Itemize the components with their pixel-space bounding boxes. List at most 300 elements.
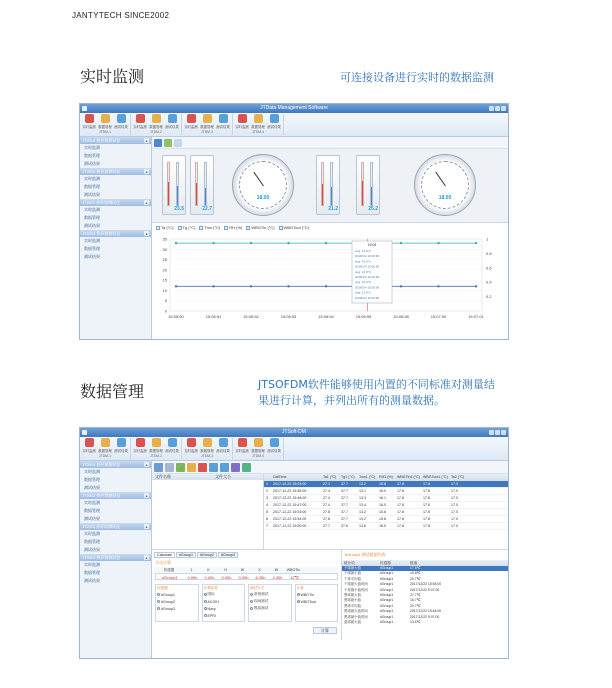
ribbon-group-label: JTDM-1 <box>98 454 112 458</box>
chart-icon[interactable] <box>209 463 218 472</box>
sidebar-item[interactable]: 数据管理 <box>84 246 100 251</box>
option-item[interactable] <box>157 591 197 598</box>
sidebar-item[interactable]: 实时监测 <box>84 207 100 212</box>
x-tick-label: 15:06:58 <box>393 314 409 319</box>
stats-cell: 干球最小值 <box>344 571 361 576</box>
legend-item[interactable] <box>156 225 174 230</box>
ribbon-button[interactable] <box>149 438 163 453</box>
export-icon[interactable] <box>220 463 229 472</box>
sidebar-group-title: JT2011 热环境测试仪 <box>82 524 121 529</box>
section2-description <box>258 377 518 409</box>
chevron-up-icon[interactable]: ▴ <box>145 493 148 498</box>
stats-cell: 15.8℃ <box>410 571 421 576</box>
ribbon-button[interactable] <box>149 114 163 129</box>
minimize-icon[interactable] <box>489 106 494 111</box>
legend-item[interactable] <box>279 225 309 230</box>
series-point <box>400 242 402 244</box>
data-icon <box>254 114 263 123</box>
result-icon <box>270 438 279 447</box>
ribbon-button-label: 实时监测 <box>235 125 249 129</box>
monitor-icon <box>136 438 145 447</box>
legend-item[interactable] <box>178 225 196 230</box>
ribbon-group-label: JTDM-2 <box>149 130 163 134</box>
monitor-titlebar <box>80 104 508 113</box>
refresh-icon[interactable] <box>174 139 182 147</box>
sidebar-item[interactable]: 实时监测 <box>84 562 100 567</box>
table-header-cell[interactable]: Ta2 (°C) <box>451 475 465 479</box>
dial-gauge <box>232 154 294 216</box>
option-item[interactable] <box>297 591 337 598</box>
data-icon <box>203 438 212 447</box>
monitor-toolbar <box>152 137 508 149</box>
ribbon-button[interactable] <box>165 438 179 453</box>
result-icon <box>168 114 177 123</box>
option-label: #Group2 <box>161 599 175 604</box>
ribbon-button[interactable] <box>200 438 214 453</box>
table-cell: 3 <box>266 496 268 500</box>
stats-cell: #Group1 <box>380 582 394 587</box>
ribbon-buttons <box>235 438 281 453</box>
chevron-up-icon[interactable]: ▴ <box>145 200 148 205</box>
x-tick-label: 15:06:55 <box>355 314 372 319</box>
ribbon-button-label: 测试结果 <box>216 125 230 129</box>
dial-value: 18.00 <box>256 195 270 201</box>
option-label: #Group3 <box>161 606 175 611</box>
file-list <box>152 474 264 549</box>
stats-cell: 17.8℃ <box>410 566 421 570</box>
monitor-icon <box>187 438 196 447</box>
legend-label: Tg (°C) <box>182 225 196 230</box>
table-cell: 17.0 <box>451 496 458 500</box>
stats-row[interactable] <box>342 620 508 625</box>
sidebar-group-header[interactable] <box>80 554 151 561</box>
data-main <box>152 461 508 659</box>
table-cell: 17.8 <box>423 517 430 521</box>
stats-cell: 2017/12/22 9:07:00 <box>410 614 440 619</box>
stats-cell: #Group1 <box>380 587 394 592</box>
ribbon-button[interactable] <box>133 438 147 453</box>
minimize-icon[interactable] <box>489 430 494 435</box>
monitor-icon <box>136 114 145 123</box>
sidebar-item[interactable]: 测试结果 <box>84 161 100 166</box>
table-cell: 27.8 <box>323 510 330 514</box>
checkbox-icon[interactable] <box>246 226 250 230</box>
ribbon-button[interactable] <box>235 114 249 129</box>
ribbon-button[interactable] <box>251 114 265 129</box>
option-box <box>248 584 292 622</box>
table-row[interactable] <box>264 502 508 509</box>
option-item[interactable] <box>204 612 244 619</box>
checkbox-icon[interactable] <box>156 226 160 230</box>
result-header-cell: 1 <box>190 568 193 572</box>
folder-icon[interactable] <box>187 463 196 472</box>
sidebar-item[interactable]: 数据管理 <box>84 215 100 220</box>
radio-icon[interactable] <box>250 607 253 610</box>
stats-header-cell[interactable]: 传感器 <box>380 561 391 565</box>
option-box <box>295 584 339 622</box>
ribbon-button[interactable] <box>114 438 128 453</box>
stats-cell: 干球平均值 <box>344 576 361 581</box>
sidebar-group-header[interactable] <box>80 523 151 530</box>
radio-icon[interactable] <box>157 607 160 610</box>
sidebar-item[interactable]: 实时监测 <box>84 469 100 474</box>
tooltip-entry: Avg: 12.9°C <box>355 249 371 253</box>
ribbon-button[interactable] <box>184 438 198 453</box>
ribbon-button[interactable] <box>267 438 281 453</box>
calc-tab[interactable]: #Group1 <box>176 552 196 558</box>
option-item[interactable] <box>204 591 244 598</box>
table-row[interactable] <box>264 481 508 488</box>
ribbon-buttons <box>82 114 128 129</box>
calculate-button[interactable]: 计算 <box>313 627 337 634</box>
series-point <box>212 242 214 244</box>
sidebar-item[interactable]: 实时监测 <box>84 176 100 181</box>
sidebar-item[interactable]: 测试结果 <box>84 254 100 259</box>
ribbon-group <box>184 438 233 459</box>
ribbon-buttons <box>184 438 230 453</box>
ribbon-button[interactable] <box>200 114 214 129</box>
table-cell: 5 <box>266 510 268 514</box>
sidebar-item[interactable]: 测试结果 <box>84 192 100 197</box>
table-header-cell[interactable] <box>264 474 271 481</box>
sidebar-item[interactable]: 数据管理 <box>84 508 100 513</box>
sidebar-item[interactable]: 数据管理 <box>84 570 100 575</box>
series-point <box>475 242 477 244</box>
y-tick-label: 10 <box>162 287 167 293</box>
table-header-cell[interactable]: DatTime <box>273 475 287 479</box>
sidebar-item[interactable]: 测试结果 <box>84 485 100 490</box>
ribbon-button-label: 数据管理 <box>98 125 112 129</box>
radio-icon[interactable] <box>204 607 207 610</box>
y-tick-label: 0 <box>164 308 167 314</box>
table-cell: 17.8 <box>423 503 430 507</box>
chevron-up-icon[interactable]: ▴ <box>145 169 148 174</box>
monitor-icon <box>238 114 247 123</box>
table-cell: 27.4 <box>323 503 330 507</box>
option-item[interactable] <box>250 591 290 598</box>
ribbon-button-label: 测试结果 <box>267 449 281 453</box>
settings-icon[interactable] <box>154 139 162 147</box>
ribbon-button[interactable] <box>251 438 265 453</box>
radio-icon[interactable] <box>297 593 300 596</box>
open-icon[interactable] <box>154 463 163 472</box>
table-row[interactable] <box>264 516 508 523</box>
stats-cell: #Group1 <box>380 598 394 603</box>
x-tick-label: 15:06:52 <box>243 314 259 319</box>
stats-cell: 13.6℃ <box>410 619 421 624</box>
radio-icon[interactable] <box>204 593 207 596</box>
radio-icon[interactable] <box>297 600 300 603</box>
monitor-ribbon <box>80 113 508 137</box>
option-item[interactable] <box>157 598 197 605</box>
ribbon-button[interactable] <box>114 114 128 129</box>
ribbon-group <box>184 114 233 135</box>
table-cell: 37.7 <box>341 517 348 521</box>
stats-cell: 干球最小值时间 <box>344 587 368 592</box>
ribbon-button-label: 数据管理 <box>251 449 265 453</box>
table-cell: 17.8 <box>423 524 430 528</box>
ribbon-buttons <box>82 438 128 453</box>
checkbox-icon[interactable] <box>178 226 182 230</box>
sidebar-item[interactable]: 数据管理 <box>84 184 100 189</box>
ribbon-button[interactable] <box>216 438 230 453</box>
result-icon <box>219 438 228 447</box>
result-icon <box>117 438 126 447</box>
report-icon[interactable] <box>242 463 251 472</box>
ribbon-button-label: 测试结果 <box>114 449 128 453</box>
table-header-cell[interactable]: RH1 (%) <box>379 475 393 479</box>
radio-icon[interactable] <box>204 614 207 617</box>
sidebar-group-title: JT2014 热环境测试仪 <box>82 462 121 467</box>
ribbon-button[interactable] <box>184 114 198 129</box>
close-icon[interactable] <box>501 430 506 435</box>
result-cell: 0.00h <box>221 575 232 580</box>
option-box <box>202 584 246 622</box>
sidebar-item[interactable]: 实时监测 <box>84 531 100 536</box>
tooltip-entry: Avg: 12.9°C <box>355 269 371 274</box>
monitor-icon <box>85 114 94 123</box>
ribbon-button-label: 数据管理 <box>98 449 112 453</box>
table-cell: 37.7 <box>341 482 348 486</box>
legend-item[interactable] <box>224 225 242 230</box>
print-icon[interactable] <box>231 463 240 472</box>
table-cell: 13.4 <box>359 503 366 507</box>
option-item[interactable] <box>157 605 197 612</box>
tooltip-entry: Avg: 31.3°C <box>355 280 371 285</box>
ribbon-button[interactable] <box>98 114 112 129</box>
sidebar-group-title: JT2012 热环境测试仪 <box>82 169 121 174</box>
chevron-up-icon[interactable]: ▴ <box>145 231 148 236</box>
legend-label: Tnw (°C) <box>204 225 221 230</box>
series-point <box>287 285 289 287</box>
stats-header-cell[interactable]: 数值 <box>410 561 418 565</box>
sidebar-item[interactable]: 数据管理 <box>84 477 100 482</box>
thermometer-gauge <box>356 155 380 215</box>
ribbon-button[interactable] <box>82 438 96 453</box>
sidebar-group-header[interactable] <box>80 168 151 175</box>
radio-icon[interactable] <box>250 593 253 596</box>
tooltip-entry: 2018/1/4 10:00:00 <box>355 264 380 269</box>
calculation-panel <box>152 550 342 640</box>
sidebar-item[interactable]: 实时监测 <box>84 238 100 243</box>
connect-icon[interactable] <box>164 139 172 147</box>
ribbon-buttons <box>184 114 230 129</box>
sidebar-item[interactable]: 数据管理 <box>84 539 100 544</box>
radio-icon[interactable] <box>157 593 160 596</box>
thermometer-value: 21.2 <box>328 206 338 212</box>
table-cell: 15.8 <box>379 510 386 514</box>
monitor-icon <box>238 438 247 447</box>
legend-label: WBGTout (°C) <box>283 225 309 230</box>
option-label: EPRI <box>207 613 216 618</box>
ribbon-button[interactable] <box>235 438 249 453</box>
ribbon-button-label: 实时监测 <box>82 125 96 129</box>
ribbon-group <box>82 438 131 459</box>
ribbon-button[interactable] <box>165 114 179 129</box>
ribbon-button-label: 数据管理 <box>200 125 214 129</box>
option-box-header: 传感器 <box>157 586 168 590</box>
sidebar-item[interactable]: 实时监测 <box>84 500 100 505</box>
thermometer-value: 23.5 <box>174 206 184 212</box>
table-cell: 37.7 <box>341 496 348 500</box>
monitor-main <box>152 137 508 340</box>
legend-label: WBGTin (°C) <box>251 225 275 230</box>
table-cell: 17.8 <box>397 503 404 507</box>
sidebar-group-header[interactable] <box>80 230 151 237</box>
option-item[interactable] <box>204 598 244 605</box>
stats-cell: 20.7℃ <box>410 603 421 608</box>
ribbon-button-label: 测试结果 <box>165 449 179 453</box>
ribbon-buttons <box>133 114 179 129</box>
table-row[interactable] <box>264 509 508 516</box>
close-icon[interactable] <box>501 106 506 111</box>
chevron-up-icon[interactable]: ▴ <box>145 462 148 467</box>
sidebar-group-header[interactable] <box>80 137 151 144</box>
sidebar-group-header[interactable] <box>80 461 151 468</box>
y2-tick-label: 1 <box>486 236 489 242</box>
ribbon-button[interactable] <box>133 114 147 129</box>
brand-text: JANTYTECH SINCE2002 <box>72 11 170 20</box>
ribbon-button-label: 实时监测 <box>184 449 198 453</box>
sidebar-group-title: JT2014 热环境测试仪 <box>82 231 121 236</box>
chevron-up-icon[interactable]: ▴ <box>145 555 148 560</box>
stats-cell: #Group1 <box>380 576 394 581</box>
radio-icon[interactable] <box>157 600 160 603</box>
ribbon-group-label: JTDM-3 <box>200 130 214 134</box>
option-item[interactable] <box>250 598 290 605</box>
sidebar-item[interactable]: 实时监测 <box>84 145 100 150</box>
sidebar-group-title: JT2014 热环境测试仪 <box>82 138 121 143</box>
ribbon-group-label: JTDM-2 <box>149 454 163 458</box>
table-cell: 4 <box>266 503 268 507</box>
data-icon <box>152 114 161 123</box>
maximize-icon[interactable] <box>495 106 500 111</box>
checkbox-icon[interactable] <box>279 226 283 230</box>
result-cell: 0.00h <box>238 575 249 580</box>
result-header-cell: 传感器 <box>163 568 175 572</box>
ribbon-buttons <box>133 438 179 453</box>
sidebar-item[interactable]: 测试结果 <box>84 223 100 228</box>
series-point <box>437 285 439 287</box>
checkbox-icon[interactable] <box>199 226 203 230</box>
table-header-cell[interactable]: WBGTin1 (°C) <box>397 475 420 479</box>
stats-cell: 干球最大值时间 <box>344 582 368 587</box>
section2-description-line2: 果进行计算，并列出所有的测量数据。 <box>258 394 445 407</box>
result-icon <box>270 114 279 123</box>
table-cell: 37.7 <box>341 489 348 493</box>
sidebar-group-header[interactable] <box>80 199 151 206</box>
result-header-cell: K <box>207 568 210 572</box>
sidebar-item[interactable]: 测试结果 <box>84 578 100 583</box>
data-icon <box>101 438 110 447</box>
sidebar-item[interactable]: 数据管理 <box>84 153 100 158</box>
series-point <box>325 285 327 287</box>
ribbon-group <box>133 114 182 135</box>
stats-header-cell[interactable]: 统计项 <box>344 561 355 565</box>
ribbon-button-label: 实时监测 <box>133 449 147 453</box>
ribbon-button[interactable] <box>267 114 281 129</box>
ribbon-group-label: JTDM-4 <box>251 130 265 134</box>
table-header-cell[interactable]: Tg1 (°C) <box>341 475 355 479</box>
ribbon-button[interactable] <box>98 438 112 453</box>
monitor-icon <box>187 114 196 123</box>
legend-item[interactable] <box>199 225 220 230</box>
save-icon[interactable] <box>165 463 174 472</box>
option-item[interactable] <box>250 605 290 612</box>
table-cell: 13.2 <box>359 517 366 521</box>
option-item[interactable] <box>204 605 244 612</box>
ribbon-button-label: 测试结果 <box>216 449 230 453</box>
sidebar-item[interactable]: 测试结果 <box>84 547 100 552</box>
plot-area <box>170 239 482 311</box>
table-cell: 17.8 <box>397 524 404 528</box>
table-header-row <box>264 474 508 481</box>
table-header-cell[interactable]: Tnw1 (°C) <box>359 475 376 479</box>
stats-cell: 黑球平均值 <box>344 603 361 608</box>
result-cell: 4.30h <box>272 575 283 580</box>
monitor-window <box>79 103 509 340</box>
delete-icon[interactable] <box>198 463 207 472</box>
ribbon-button-label: 实时监测 <box>184 125 198 129</box>
legend-item[interactable] <box>246 225 274 230</box>
series-point <box>325 242 327 244</box>
thermometer-value: 22.7 <box>202 206 212 212</box>
radio-icon[interactable] <box>250 600 253 603</box>
import-icon[interactable] <box>176 463 185 472</box>
table-cell: 17.0 <box>451 524 458 528</box>
y-tick-label: 20 <box>162 267 167 273</box>
y-tick-label: 5 <box>164 298 167 304</box>
calc-label: 手动计算 <box>155 560 171 565</box>
table-row[interactable] <box>264 488 508 495</box>
calc-tab[interactable]: Calculate <box>154 552 175 558</box>
chevron-up-icon[interactable]: ▴ <box>145 138 148 143</box>
checkbox-icon[interactable] <box>224 226 228 230</box>
chevron-up-icon[interactable]: ▴ <box>145 524 148 529</box>
stats-cell: #Group1 <box>380 603 394 608</box>
table-row[interactable] <box>264 523 508 530</box>
option-item[interactable] <box>297 598 337 605</box>
series-point <box>175 285 177 287</box>
result-header-cell: H <box>224 568 227 572</box>
sidebar-item[interactable]: 测试结果 <box>84 516 100 521</box>
ribbon-button[interactable] <box>82 114 96 129</box>
stats-cell: #Group1 <box>380 614 394 619</box>
sidebar-group-title: JT2014 热环境测试仪 <box>82 555 121 560</box>
maximize-icon[interactable] <box>495 430 500 435</box>
ribbon-button-label: 测试结果 <box>267 125 281 129</box>
table-cell: 17.0 <box>451 503 458 507</box>
tooltip-time: 15:05 <box>367 243 377 247</box>
table-header-cell[interactable]: WBGTout1 (°C) <box>423 475 448 479</box>
stats-cell: #Group1 <box>380 619 394 624</box>
sidebar-group-header[interactable] <box>80 492 151 499</box>
thermometer-value: 25.2 <box>368 206 378 212</box>
table-row[interactable] <box>264 495 508 502</box>
y2-tick-label: 0.8 <box>486 250 492 256</box>
calc-tab[interactable]: #Group3 <box>218 552 238 558</box>
radio-icon[interactable] <box>204 600 207 603</box>
monitor-sidebar <box>80 137 152 340</box>
ribbon-group-label: JTDM-3 <box>200 454 214 458</box>
ribbon-button[interactable] <box>216 114 230 129</box>
table-cell: 2017-12-22 15:03:00 <box>273 482 307 486</box>
stats-cell: 干球最大值 <box>344 566 361 570</box>
table-cell: 2017-12-22 15:53:00 <box>273 510 307 514</box>
ribbon-group <box>235 438 284 459</box>
calc-tab[interactable]: #Group2 <box>197 552 217 558</box>
table-header-cell[interactable]: Ta1 (°C) <box>323 475 337 479</box>
